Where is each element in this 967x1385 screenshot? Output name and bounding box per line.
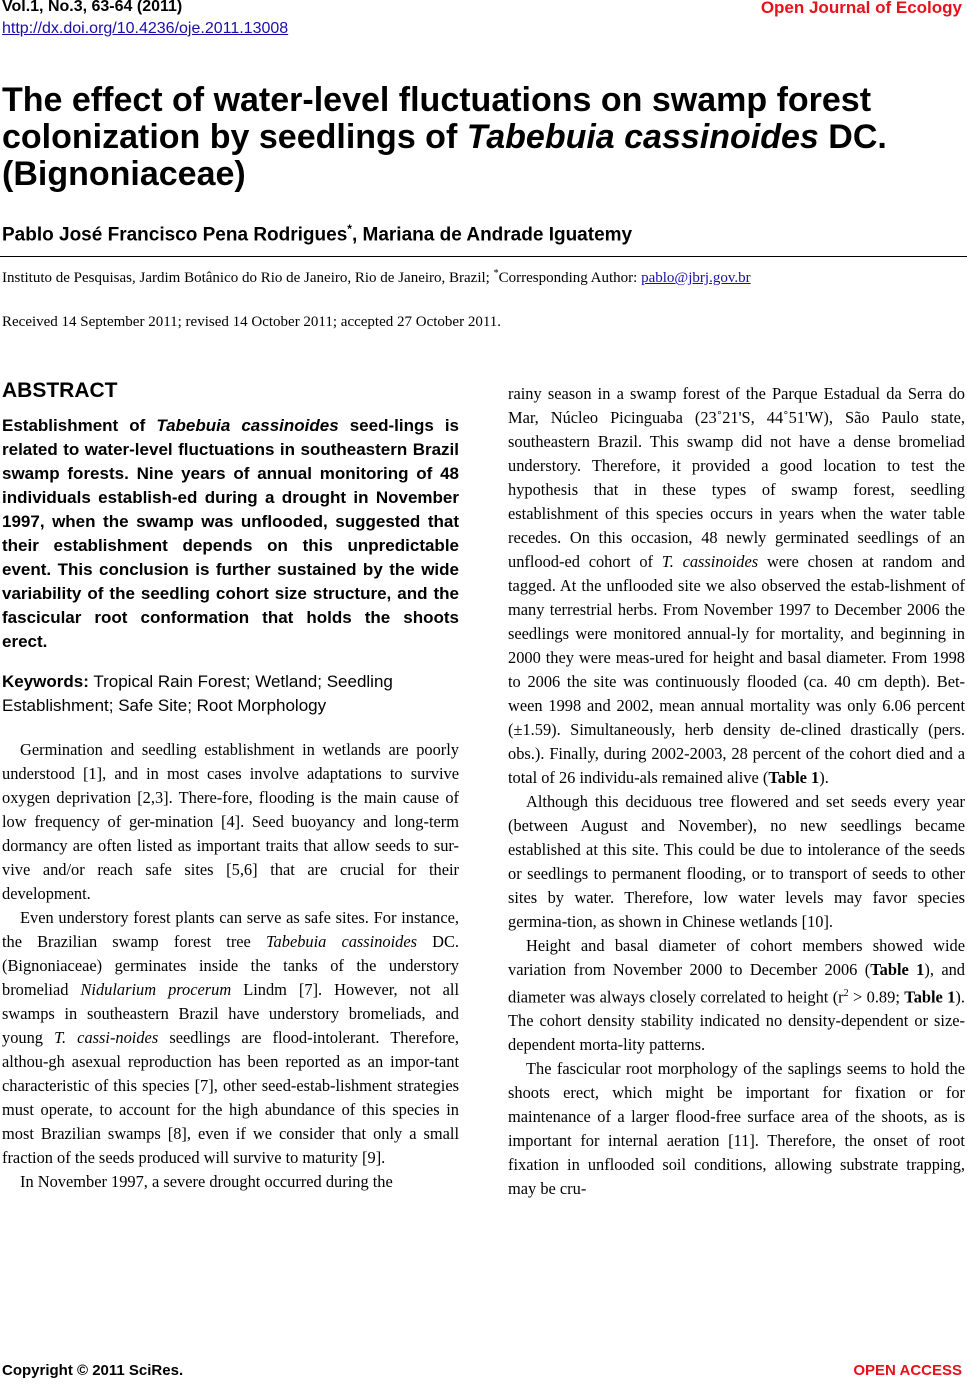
keywords-text: Tropical Rain Forest; Wetland; Seedling Establishment; Safe Site; Root Morphology [2, 672, 393, 715]
r3-text-c: > 0.89; [848, 987, 905, 1007]
corresponding-mark: * [347, 222, 352, 236]
authors [2, 222, 632, 246]
p2-text-a: Even understory forest plants can serve as safe sites. For instance, the Brazilian swamp forest tree [2, 908, 459, 951]
abstract-part1: Establishment of [2, 416, 157, 435]
abstract-heading: ABSTRACT [2, 379, 118, 402]
abstract-text [2, 414, 459, 654]
p2-species-2: Nidularium procerum [80, 980, 232, 999]
copyright: Copyright © 2011 SciRes. [2, 1362, 184, 1379]
author-rest: , Mariana de Andrade Iguatemy [351, 224, 633, 246]
keywords [2, 670, 459, 718]
body-paragraph-r4: The fascicular root morphology of the saplings seems to hold the shoots erect, which might be important for fixation or for maintenance of a larger flood-free surface area of the shoots, as is important for internal aeration [11]. Therefore, the onset of root fixation in unflooded soil conditions, allowing substrate trapping, may be cru- [508, 1059, 965, 1199]
open-access-label: OPEN ACCESS [853, 1362, 962, 1379]
r1-species: T. cassinoides [661, 552, 759, 571]
body-paragraph-r3 [508, 934, 965, 1057]
title-species: Tabebuia cassinoides [466, 118, 819, 156]
corresponding-label: Corresponding Author: [498, 270, 642, 286]
r3-text-b: ), and diameter was always closely correlated to height (r [508, 960, 965, 1007]
doi-link[interactable]: http://dx.doi.org/10.4236/oje.2011.13008 [2, 20, 289, 37]
p2-species-3: T. cassi-noides [54, 1028, 159, 1047]
affiliation-text: Instituto de Pesquisas, Jardim Botânico do Rio de Janeiro, Rio de Janeiro, Brazil; [2, 270, 494, 286]
email-link[interactable]: pablo@jbrj.gov.br [641, 270, 751, 286]
volume-info: Vol.1, No.3, 63-64 (2011) [2, 0, 183, 15]
body-paragraph-1: Germination and seedling establishment in wetlands are poorly understood [1], and in most cases involve adaptations to survive oxygen deprivation [2,3]. There-fore, flooding is the main cause of low frequency of ger-mination [4]. Seed buoyancy and long-term dormancy are often listed as important traits that allow seeds to sur-vive and/or reach safe sites [5,6] that are crucial for their development. [2, 740, 459, 903]
r3-text-a: Height and basal diameter of cohort members showed wide variation from November 2000 to December 2006 ( [508, 936, 965, 979]
author-1: Pablo José Francisco Pena Rodrigues [2, 224, 348, 246]
body-paragraph-2 [2, 906, 459, 1170]
r1-table-ref[interactable]: Table 1 [768, 768, 820, 787]
received-dates: Received 14 September 2011; revised 14 October 2011; accepted 27 October 2011. [2, 314, 502, 330]
r3-superscript: 2 [843, 988, 849, 999]
r3-table-ref-1[interactable]: Table 1 [870, 960, 925, 979]
header-rule [0, 256, 967, 257]
title-part2: DC. (Bignoniaceae) [2, 118, 887, 193]
affiliation-mark: * [493, 268, 499, 279]
r1-text-c: ). [819, 768, 829, 787]
r1-text-b: were chosen at random and tagged. At the unflooded site we also observed the estab-lishment of many terrestrial herbs. From November 1997 to December 2006 the seedlings were monitored annual-ly for mortality, and beginning in 2000 they were meas-ured for height and basal diameter. From 1998 to 2006 the site was continuously flooded (ca. 40 cm depth). Bet-ween 1998 and 2002, mean annual mortality was only 6.06 percent (±1.59). Simultaneously, herb density de-clined drastically (pers. obs.). Finally, during 2002-2003, 28 percent of the cohort died and a total of 26 individu-als remained alive ( [508, 552, 965, 787]
p2-species-1: Tabebuia cassinoides [265, 932, 418, 951]
title-part1: The effect of water-level fluctuations on swamp forest colonization by seedlings of [2, 81, 872, 156]
p2-text-d: seedlings are flood-intolerant. Therefore, althou-gh asexual reproduction has been reported as an impor-tant characteristic of this species [7], other seed-estab-lishment strategies must operate, to account for the high abundance of this species in most Brazilian swamps [8], even if we consider that only a small fraction of the seeds produced will survive to maturity [9]. [2, 1028, 459, 1167]
body-paragraph-r2: Although this deciduous tree flowered and set seeds every year (between August and November), no new seedlings became established at this site. This could be due to intolerance of the seeds or seedlings to permanent flooding, or to transport of seeds to other sites by water. Therefore, low water levels may favor species germina-tion, as shown in Chinese wetlands [10]. [508, 792, 965, 931]
left-column [2, 378, 459, 1194]
p2-text-b: DC. (Bignoniaceae) germinates inside the tanks of the understory bromeliad [2, 932, 460, 999]
paper-title [2, 82, 964, 193]
r3-text-d: ). The cohort density stability indicated no density-dependent or size-dependent morta-lity patterns. [508, 987, 965, 1055]
keywords-label: Keywords: [2, 672, 89, 691]
journal-name: Open Journal of Ecology [760, 0, 962, 17]
r3-table-ref-2[interactable]: Table 1 [904, 987, 956, 1007]
abstract-species: Tabebuia cassinoides [156, 416, 339, 435]
body-paragraph-3: In November 1997, a severe drought occurred during the [20, 1172, 393, 1191]
r1-text-a: rainy season in a swamp forest of the Parque Estadual da Serra do Mar, Núcleo Picinguaba (23˚21'S, 44˚51'W), São Paulo state, southeastern Brazil. This swamp did not have a dense bromeliad understory. Therefore, it provided a good location to test the hypothesis that in these types of swamp forest, seedling establishment of this species occurs in years when the water table recedes. On this occasion, 48 newly germinated seedlings of an unflood-ed cohort of [508, 384, 965, 571]
abstract-part2: seed-lings is related to water-level fluctuations in southeastern Brazil swamp forests. Nine years of annual monitoring of 48 individuals establish-ed during a drought in November 1997, when the swamp was unflooded, suggested that their establishment depends on this unpredictable event. This conclusion is further sustained by the wide variability of the seedling cohort size structure, and the fascicular root conformation that holds the shoots erect. [2, 416, 459, 651]
p2-text-c: Lindm [7]. However, not all swamps in southeastern Brazil have understory bromeliads, and young [2, 980, 460, 1047]
body-paragraph-r1 [508, 382, 965, 790]
affiliation [2, 268, 751, 287]
right-column [508, 382, 965, 1201]
